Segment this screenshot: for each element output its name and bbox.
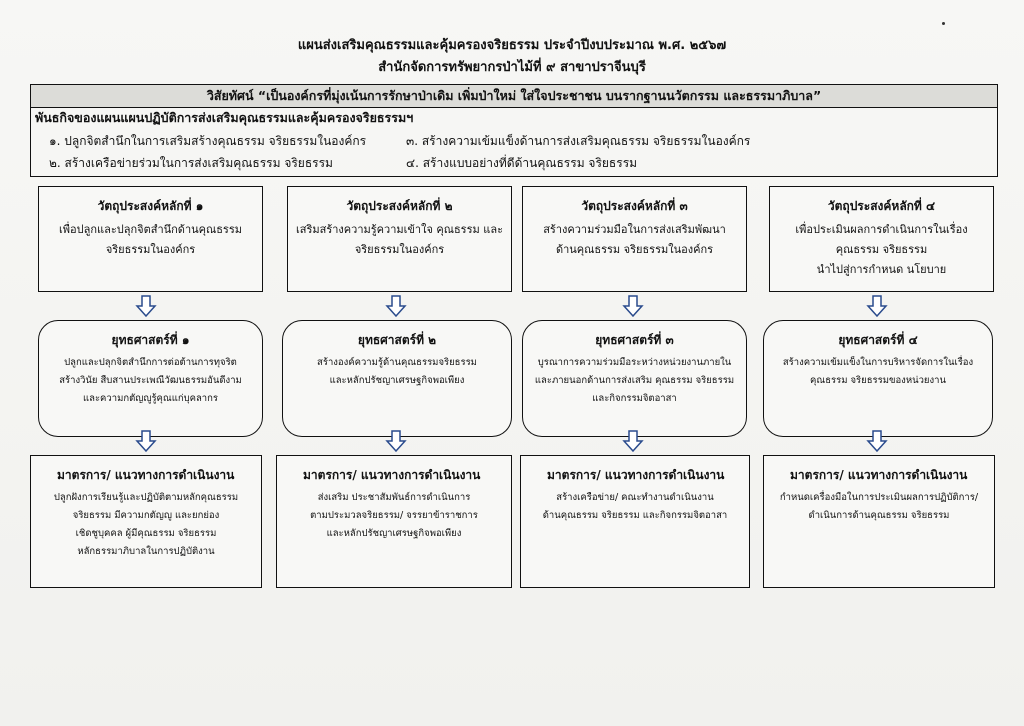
measure-text (521, 485, 749, 525)
measure-text (277, 485, 511, 543)
objective-line: จริยธรรมในองค์กร (105, 243, 196, 256)
strategy-line: และหลักปรัชญาเศรษฐกิจพอเพียง (329, 375, 465, 386)
measure-heading: มาตรการ/ แนวทางการดำเนินงาน (790, 468, 968, 482)
strategy-heading: ยุทธศาสตร์ที่ ๒ (357, 333, 437, 347)
measure-box-1 (30, 455, 262, 588)
strategy-box-2 (282, 320, 512, 437)
objective-heading: วัตถุประสงค์หลักที่ ๑ (97, 199, 204, 213)
vision-banner: วิสัยทัศน์ “เป็นองค์กรที่มุ่งเน้นการรักษาป่าเดิม เพิ่มป่าใหม่ ใส่ใจประชาชน บนรากฐานนวัตกรรม และธรรมาภิบาล” (30, 84, 998, 108)
objective-heading: วัตถุประสงค์หลักที่ ๔ (827, 199, 936, 213)
down-arrow-icon (385, 295, 407, 317)
objective-line: เพื่อประเมินผลการดำเนินการในเรื่อง (795, 223, 968, 236)
strategy-line: สร้างองค์ความรู้ด้านคุณธรรมจริยธรรม (317, 357, 477, 368)
measure-line: หลักธรรมาภิบาลในการปฏิบัติงาน (77, 546, 215, 557)
measure-line: ตามประมวลจริยธรรม/ จรรยาข้าราชการ (310, 510, 478, 521)
strategy-line: และความกตัญญูรู้คุณแก่บุคลากร (83, 393, 218, 404)
paper-speck (942, 22, 945, 25)
objective-line: นำไปสู่การกำหนด นโยบาย (816, 263, 947, 276)
mission-item-2: ๒. สร้างเครือข่ายร่วมในการส่งเสริมคุณธรรม จริยธรรม (49, 156, 333, 170)
down-arrow-icon (385, 430, 407, 452)
measure-box-4 (763, 455, 995, 588)
strategy-text (39, 350, 262, 408)
measure-line: ด้านคุณธรรม จริยธรรม และกิจกรรมจิตอาสา (542, 510, 728, 521)
strategy-text (764, 350, 992, 390)
objective-line: สร้างความร่วมมือในการส่งเสริมพัฒนา (543, 223, 726, 236)
strategy-heading: ยุทธศาสตร์ที่ ๓ (595, 333, 674, 347)
objective-line: จริยธรรมในองค์กร (354, 243, 445, 256)
measure-line: และหลักปรัชญาเศรษฐกิจพอเพียง (326, 528, 462, 539)
document-title: แผนส่งเสริมคุณธรรมและคุ้มครองจริยธรรม ประจำปีงบประมาณ พ.ศ. ๒๕๖๗ (297, 38, 727, 53)
mission-heading: พันธกิจของแผนแผนปฏิบัติการส่งเสริมคุณธรรมและคุ้มครองจริยธรรมฯ (35, 110, 414, 125)
mission-item-4: ๔. สร้างแบบอย่างที่ดีด้านคุณธรรม จริยธรรม (406, 156, 638, 170)
strategy-heading: ยุทธศาสตร์ที่ ๑ (111, 333, 190, 347)
down-arrow-icon (622, 430, 644, 452)
strategy-text (523, 350, 746, 408)
objective-text (39, 216, 262, 260)
strategy-line: ปลูกและปลุกจิตสำนึกการต่อต้านการทุจริต (64, 357, 237, 368)
strategy-line: และกิจกรรมจิตอาสา (592, 393, 677, 404)
document-subtitle: สำนักจัดการทรัพยากรป่าไม้ที่ ๙ สาขาปราจีนบุรี (378, 60, 646, 75)
measure-line: เชิดชูบุคคล ผู้มีคุณธรรม จริยธรรม (75, 528, 217, 539)
measure-line: กำหนดเครื่องมือในการประเมินผลการปฏิบัติการ/ (779, 492, 979, 503)
strategy-line: สร้างความเข้มแข็งในการบริหารจัดการในเรื่อง (782, 357, 974, 368)
mission-item-1: ๑. ปลูกจิตสำนึกในการเสริมสร้างคุณธรรม จริยธรรมในองค์กร (49, 134, 367, 148)
measure-line: จริยธรรม มีความกตัญญู และยกย่อง (72, 510, 220, 521)
down-arrow-icon (866, 295, 888, 317)
strategy-box-4 (763, 320, 993, 437)
objective-line: ด้านคุณธรรม จริยธรรมในองค์กร (555, 243, 714, 256)
strategy-box-1 (38, 320, 263, 437)
measure-heading: มาตรการ/ แนวทางการดำเนินงาน (547, 468, 725, 482)
strategy-line: และภายนอกด้านการส่งเสริม คุณธรรม จริยธรรม (534, 375, 735, 386)
strategy-heading: ยุทธศาสตร์ที่ ๔ (838, 333, 918, 347)
objective-line: เสริมสร้างความรู้ความเข้าใจ คุณธรรม และ (296, 223, 503, 236)
strategy-line: คุณธรรม จริยธรรมของหน่วยงาน (810, 375, 946, 386)
down-arrow-icon (866, 430, 888, 452)
mission-box (30, 106, 998, 177)
down-arrow-icon (622, 295, 644, 317)
objective-box-1 (38, 186, 263, 292)
measure-text (31, 485, 261, 561)
measure-text (764, 485, 994, 525)
objective-line: คุณธรรม จริยธรรม (835, 243, 928, 256)
strategy-text (283, 350, 511, 390)
down-arrow-icon (135, 295, 157, 317)
measure-box-2 (276, 455, 512, 588)
strategy-box-3 (522, 320, 747, 437)
objective-text (288, 216, 511, 260)
measure-heading: มาตรการ/ แนวทางการดำเนินงาน (57, 468, 235, 482)
strategy-line: บูรณาการความร่วมมือระหว่างหน่วยงานภายใน (537, 357, 732, 368)
measure-line: ส่งเสริม ประชาสัมพันธ์การดำเนินการ (317, 492, 471, 503)
strategy-line: สร้างวินัย สืบสานประเพณีวัฒนธรรมอันดีงาม (59, 375, 242, 386)
objective-text (523, 216, 746, 260)
objective-heading: วัตถุประสงค์หลักที่ ๓ (581, 199, 688, 213)
measure-box-3 (520, 455, 750, 588)
objective-line: เพื่อปลูกและปลุกจิตสำนึกด้านคุณธรรม (59, 223, 242, 236)
objective-box-3 (522, 186, 747, 292)
down-arrow-icon (135, 430, 157, 452)
measure-line: ปลูกฝังการเรียนรู้และปฏิบัติตามหลักคุณธรรม (53, 492, 239, 503)
objective-box-4 (769, 186, 994, 292)
measure-heading: มาตรการ/ แนวทางการดำเนินงาน (303, 468, 481, 482)
mission-item-3: ๓. สร้างความเข้มแข็งด้านการส่งเสริมคุณธรรม จริยธรรมในองค์กร (406, 134, 751, 148)
measure-line: สร้างเครือข่าย/ คณะทำงานดำเนินงาน (556, 492, 714, 503)
objective-heading: วัตถุประสงค์หลักที่ ๒ (346, 199, 453, 213)
objective-text (770, 216, 993, 280)
objective-box-2 (287, 186, 512, 292)
measure-line: ดำเนินการด้านคุณธรรม จริยธรรม (808, 510, 950, 521)
